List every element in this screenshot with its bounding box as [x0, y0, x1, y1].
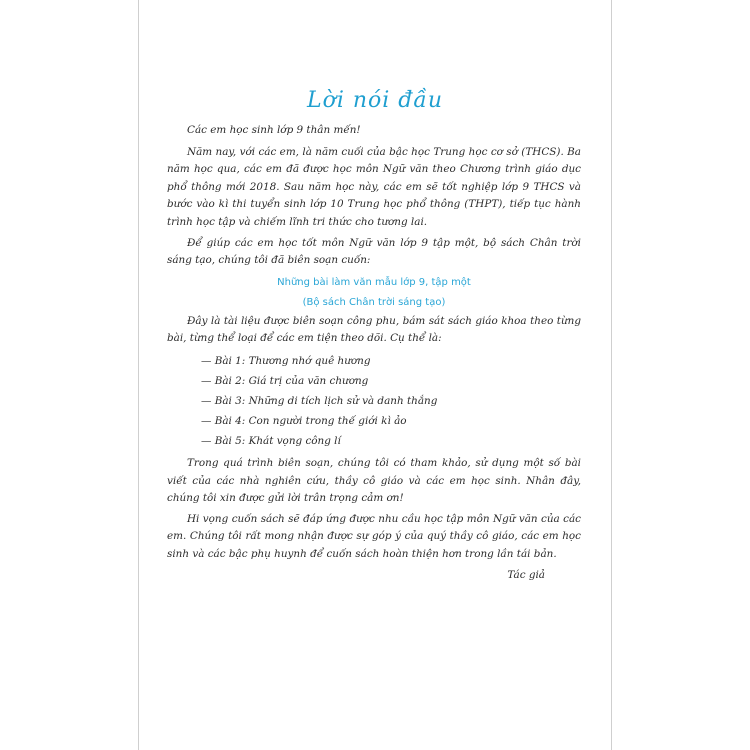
paragraph-hope: Hi vọng cuốn sách sẽ đáp ứng được nhu cầu học tập môn Ngữ văn của các em. Chúng tôi rất mong nhận được sự góp ý của quý thầy cô giáo, các em học sinh và các bậc phụ huynh để cuốn sách hoàn thiện hơn trong lần tái bản.: [167, 512, 581, 560]
paragraph-thanks: Trong quá trình biên soạn, chúng tôi có tham khảo, sử dụng một số bài viết của các nhà nghiên cứu, thầy cô giáo và các em học sinh. Nhân đây, chúng tôi xin được gửi lời trân trọng cảm ơn!: [167, 456, 581, 505]
paragraph-purpose: Để giúp các em học tốt môn Ngữ văn lớp 9 tập một, bộ sách Chân trời sáng tạo, chúng tôi đã biên soạn cuốn:: [167, 236, 581, 267]
lesson-list: [167, 351, 581, 451]
signature: Tác giả: [507, 568, 545, 581]
greeting: Các em học sinh lớp 9 thân mến!: [187, 124, 361, 136]
lesson-item: — Bài 2: Giá trị của văn chương: [201, 374, 369, 387]
page-title: Lời nói đầu: [306, 88, 444, 113]
paragraph-intro: Năm nay, với các em, là năm cuối của bậc học Trung học cơ sở (THCS). Ba năm học qua, các em đã được học môn Ngữ văn theo Chương trình giáo dục phổ thông mới 2018. Sau năm học này, các em sẽ tốt nghiệp lớp 9 THCS và bước vào kì thi tuyển sinh lớp 10 Trung học phổ thông (THPT), tiếp tục hành trình học tập và chiếm lĩnh tri thức cho tương lai.: [167, 145, 581, 228]
lesson-item: — Bài 1: Thương nhớ quê hương: [201, 354, 371, 367]
lesson-item: — Bài 3: Những di tích lịch sử và danh thắng: [201, 394, 438, 407]
paragraph-description: Đây là tài liệu được biên soạn công phu, bám sát sách giáo khoa theo từng bài, từng thể loại để các em tiện theo dõi. Cụ thể là:: [167, 314, 581, 345]
lesson-item: — Bài 5: Khát vọng công lí: [201, 434, 341, 447]
book-page: [138, 0, 612, 750]
book-title: Những bài làm văn mẫu lớp 9, tập một: [277, 276, 471, 288]
book-series: (Bộ sách Chân trời sáng tạo): [302, 296, 446, 308]
lesson-item: — Bài 4: Con người trong thế giới kì ảo: [201, 414, 407, 427]
foreword-body: [167, 122, 581, 587]
